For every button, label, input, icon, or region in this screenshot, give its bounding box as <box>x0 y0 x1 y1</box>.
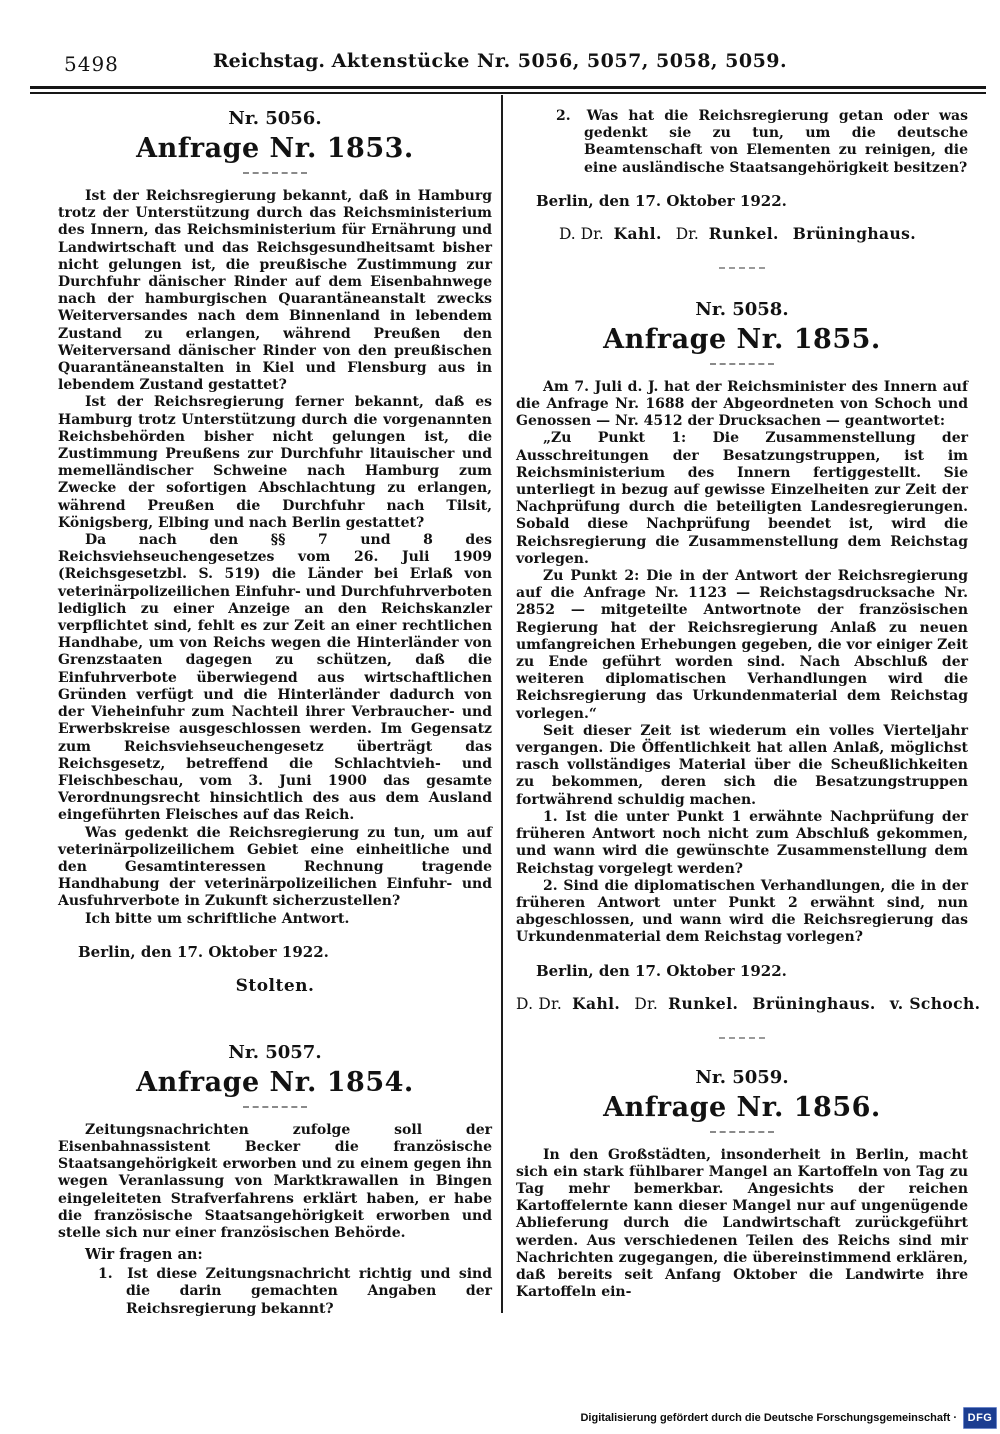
section-5058 <box>516 298 981 1039</box>
signature-row <box>516 993 981 1013</box>
signature-name: v. Schoch. <box>889 993 981 1013</box>
paragraph: 1. Ist die unter Punkt 1 erwähnte Nachprüfung der früheren Antwort noch nicht zum Abschluß gekommen, und wann wird die gewünschte Zusammenstellung dem Reichstag vorgelegt werden? <box>516 808 968 877</box>
section-number-5058: Nr. 5058. <box>695 298 789 320</box>
section-title-1856: Anfrage Nr. 1856. <box>603 1091 881 1123</box>
item-text: Ist diese Zeitungsnachricht richtig und sind die darin gemachten Angaben der Reichsregierung bekannt? <box>126 1266 492 1317</box>
signature-prefix: Dr. <box>634 994 659 1013</box>
section-title-1853: Anfrage Nr. 1853. <box>136 133 414 164</box>
date-line: Berlin, den 17. Oktober 1922. <box>536 961 787 980</box>
paragraph: In den Großstädten, insonderheit in Berlin, macht sich ein stark fühlbarer Mangel an Kartoffeln von Tag zu Tag mehr bemerkbar. Angesichts der reichen Kartoffelernte kann dieser Mangel nur auf ungenügende Ablieferung durch die Landwirtschaft zurückgeführt werden. Aus verschiedenen Teilen des Reichs sind mir Nachrichten zugegangen, die übereinstimmend erklären, daß bereits seit Anfang Oktober die Landwirte ihre Kartoffeln ein- <box>516 1146 968 1301</box>
section-separator <box>719 267 765 269</box>
title-rule <box>710 1131 774 1133</box>
paragraph: Am 7. Juli d. J. hat der Reichsminister des Innern auf die Anfrage Nr. 1688 der Abgeordneten von Schoch und Genossen — Nr. 4512 der Drucksachen — geantwortet: <box>516 378 968 430</box>
paragraph: 2. Sind die diplomatischen Verhandlungen, die in der früheren Antwort unter Punkt 2 erwähnt sind, nun abgeschlossen, und wann wird die Reichsregierung das Urkundenmaterial dem Reichstag vorlegen? <box>516 877 968 946</box>
signature-name: Kahl. <box>572 993 621 1013</box>
section-number-5057: Nr. 5057. <box>228 1041 322 1063</box>
item-number: 1. <box>98 1266 113 1283</box>
digitization-footer <box>580 1407 997 1429</box>
title-rule <box>710 363 774 365</box>
paragraph: Da nach den §§ 7 und 8 des Reichsviehseuchengesetzes vom 26. Juli 1909 (Reichsgesetzbl. S. 519) die Länder bei Erlaß von veterinärpolizeilichen Einfuhr- und Durchfuhrverboten lediglich zu einer Anzeige an den Reichskanzler verpflichtet sind, fehlt es zur Zeit an einer rechtlichen Handhabe, um von Reichs wegen die Hinterländer von Grenzstaaten dagegen zu schützen, daß die Einfuhrverbote überwiegend aus wirtschaftlichen Gründen verfügt und die Hinterländer dadurch von der Vieheinfuhr zum Nachteil ihrer Verbraucher- und Erwerbskreise ausgeschlossen werden. Im Gegensatz zum Reichsviehseuchengesetz überträgt das Reichsgesetz, betreffend die Schlachtvieh- und Fleischbeschau, vom 3. Juni 1900 das gesamte Verordnungsrecht hinsichtlich des aus dem Ausland eingeführten Fleisches auf das Reich. <box>58 532 492 824</box>
signature-name: Runkel. <box>668 993 739 1013</box>
date-line: Berlin, den 17. Oktober 1922. <box>536 191 787 210</box>
header-title <box>0 50 1000 72</box>
signature-name: Brüninghaus. <box>752 993 876 1013</box>
title-rule <box>243 172 307 174</box>
header-journal: Reichstag. <box>212 50 326 72</box>
list-item <box>58 1266 492 1318</box>
section-5057 <box>58 1042 492 1318</box>
section-title-1855: Anfrage Nr. 1855. <box>603 323 881 355</box>
signature-prefix: Dr. <box>675 224 699 243</box>
header-issue: Aktenstücke Nr. 5056, 5057, 5058, 5059. <box>331 50 788 72</box>
section-5059 <box>516 1067 968 1302</box>
signature-prefix: D. Dr. <box>516 994 562 1013</box>
paragraph: Seit dieser Zeit ist wiederum ein volles Vierteljahr vergangen. Die Öffentlichkeit hat allen Anlaß, möglichst rasch vollständiges Material über die Scheußlichkeiten zu bekommen, deren sich die Besatzungstruppen fortwährend schuldig machen. <box>516 722 968 808</box>
ask-line: Wir fragen an: <box>85 1246 203 1264</box>
date-line: Berlin, den 17. Oktober 1922. <box>78 942 329 961</box>
column-divider <box>501 95 503 1313</box>
paragraph: Ist der Reichsregierung ferner bekannt, daß es Hamburg trotz Unterstützung durch die vorgenannten Reichsbehörden bisher nicht gelungen ist, die Zustimmung Preußens zur Durchfuhr litauischer und memelländischer Schweine nach Hamburg zum Zwecke der sofortigen Abschlachtung zu erlangen, während Preußen die Durchfuhr nach Tilsit, Königsberg, Elbing und nach Berlin gestattet? <box>58 394 492 531</box>
paragraph: Ich bitte um schriftliche Antwort. <box>85 910 350 927</box>
page-number: 5498 <box>64 52 119 76</box>
left-column <box>58 100 492 1318</box>
signature-name: Runkel. <box>708 223 779 243</box>
page-header <box>0 50 1000 82</box>
title-rule <box>243 1106 307 1108</box>
paragraph: Ist der Reichsregierung bekannt, daß in Hamburg trotz der Unterstützung durch das Reichsministerium des Innern, das Reichsministerium für Ernährung und Landwirtschaft und das Reichsgesundheitsamt bisher nicht gelungen ist, die preußische Zustimmung zur Durchfuhr dänischer Rinder auf dem Eisenbahnwege nach der hamburgischen Quarantäneanstalt zwecks Weiterversandes nach dem Binnenland in lebendem Zustand zu erlangen, während Preußen den Weiterversand dänischer Rinder von den preußischen Quarantäneanstalten in Kiel und Flensburg aus in lebendem Zustand gestattet? <box>58 188 492 394</box>
signature-row <box>516 224 968 243</box>
signature-stolten: Stolten. <box>235 975 315 996</box>
paragraph: Zeitungsnachrichten zufolge soll der Eisenbahnassistent Becker die französische Staatsangehörigkeit erworben und zu einem gegen ihn wegen Veranlassung von Marktkrawallen in Bingen eingeleiteten Strafverfahrens erklärt haben, er habe die französische Staatsangehörigkeit erworben und stelle sich nur einer französischen Behörde. <box>58 1121 492 1241</box>
section-number-5059: Nr. 5059. <box>695 1066 789 1088</box>
section-separator <box>719 1037 765 1039</box>
dfg-logo: DFG <box>963 1407 997 1429</box>
signature-prefix: D. Dr. <box>558 224 604 243</box>
paragraph: „Zu Punkt 1: Die Zusammenstellung der Ausschreitungen der Besatzungstruppen, ist im Reichsministerium des Innern fertiggestellt. Sie unterliegt in bezug auf gewisse Einzelheiten zur Zeit der Nachprüfung durch die beteiligten Landesregierungen. Sobald diese Nachprüfung beendet ist, wird die Reichsregierung die Zusammenstellung dem Reichstag vorlegen. <box>516 430 968 567</box>
paragraph: Was gedenkt die Reichsregierung zu tun, um auf veterinärpolizeilichem Gebiet eine einheitliche und den Gesamtinteressen Rechnung tragende Handhabung der veterinärpolizeilichen Einfuhr- und Ausfuhrverbote in Zukunft sicherzustellen? <box>58 824 492 910</box>
right-column <box>516 100 981 1301</box>
section-title-1854: Anfrage Nr. 1854. <box>136 1066 414 1098</box>
paragraph: Zu Punkt 2: Die in der Antwort der Reichsregierung auf die Anfrage Nr. 1123 — Reichstagsdrucksache Nr. 2852 — mitgeteilte Antwortnote der französischen Regierung hat der Reichsregierung Anlaß zu neuen umfangreichen Erhebungen gegeben, die vor einiger Zeit zu Ende geführt worden sind. Nach Abschluß der weiteren diplomatischen Verhandlungen wird die Reichsregierung das Urkundenmaterial dem Reichstag vorlegen.“ <box>516 568 968 722</box>
digitization-credit: Digitalisierung gefördert durch die Deutsche Forschungsgemeinschaft · <box>580 1412 957 1424</box>
item-text: Was hat die Reichsregierung getan oder was gedenkt sie zu tun, um die deutsche Beamtenschaft von Elementen zu reinigen, die eine ausländische Staatsangehörigkeit besitzen? <box>584 108 968 176</box>
list-item <box>516 108 968 177</box>
item-number: 2. <box>556 108 571 124</box>
signature-name: Kahl. <box>613 223 662 243</box>
signature-name: Brüninghaus. <box>792 223 917 243</box>
section-number-5056: Nr. 5056. <box>228 108 322 129</box>
header-rule <box>30 86 986 94</box>
